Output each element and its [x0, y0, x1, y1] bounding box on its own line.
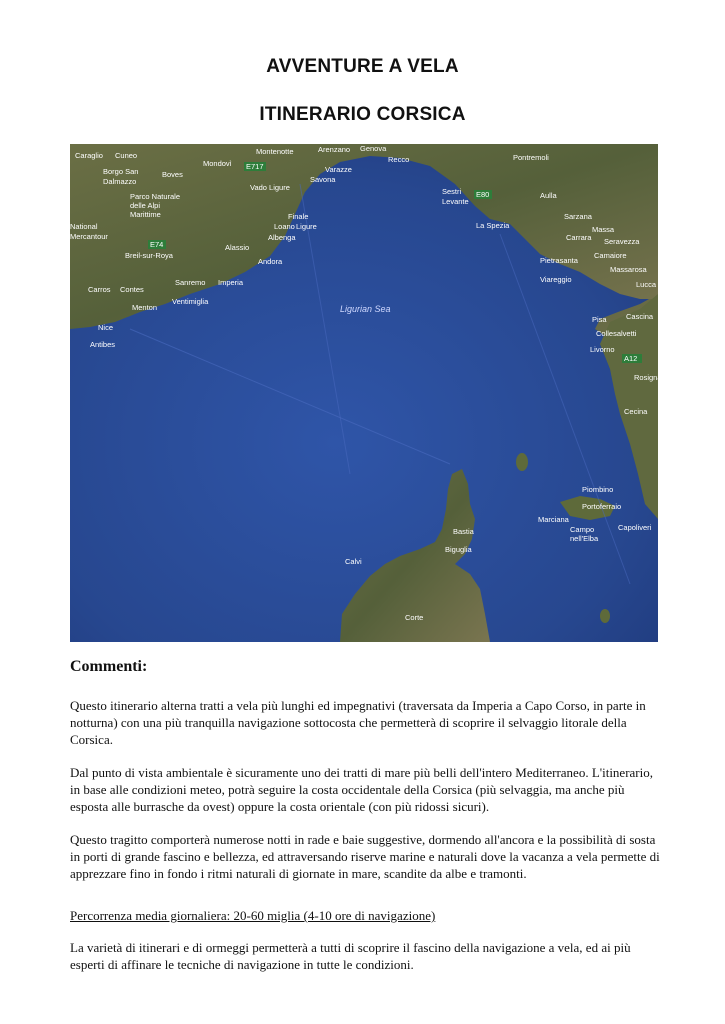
svg-text:Piombino: Piombino: [582, 485, 614, 494]
svg-text:Seravezza: Seravezza: [604, 237, 640, 246]
svg-text:Imperia: Imperia: [218, 278, 244, 287]
svg-text:A12: A12: [624, 354, 638, 363]
svg-text:Ligure: Ligure: [296, 222, 317, 231]
svg-text:Finale: Finale: [288, 212, 309, 221]
svg-text:Boves: Boves: [162, 170, 183, 179]
svg-text:Corte: Corte: [405, 613, 424, 622]
svg-text:Bastia: Bastia: [453, 527, 474, 536]
paragraph-environment: Dal punto di vista ambientale è sicuramente uno dei tratti di mare più belli dell'intero Mediterraneo. L'itinerario, in base alle condizioni meteo, potrà seguire la costa occidentale della Corsica (più selvaggia, ma anche più esposta alle burrasche da ovest) oppure la costa orientale (con più ridossi sicuri).: [70, 765, 653, 814]
svg-text:nell'Elba: nell'Elba: [570, 534, 599, 543]
svg-text:Mondovì: Mondovì: [203, 159, 232, 168]
svg-text:Antibes: Antibes: [90, 340, 116, 349]
svg-text:Dalmazzo: Dalmazzo: [103, 177, 137, 186]
svg-text:Menton: Menton: [132, 303, 158, 312]
svg-text:Camaiore: Camaiore: [594, 251, 627, 260]
svg-text:Albenga: Albenga: [268, 233, 296, 242]
comments-heading: Commenti:: [70, 658, 148, 675]
svg-text:Carros: Carros: [88, 285, 111, 294]
svg-text:Viareggio: Viareggio: [540, 275, 572, 284]
svg-text:Contes: Contes: [120, 285, 144, 294]
svg-text:Alassio: Alassio: [225, 243, 250, 252]
svg-text:Borgo San: Borgo San: [103, 167, 139, 176]
svg-text:Collesalvetti: Collesalvetti: [596, 329, 637, 338]
svg-text:Arenzano: Arenzano: [318, 145, 351, 154]
svg-text:Breil-sur-Roya: Breil-sur-Roya: [125, 251, 173, 260]
svg-text:Recco: Recco: [388, 155, 410, 164]
svg-text:Pontremoli: Pontremoli: [513, 153, 549, 162]
svg-text:La Spezia: La Spezia: [476, 221, 510, 230]
svg-text:Carrara: Carrara: [566, 233, 592, 242]
svg-text:Massarosa: Massarosa: [610, 265, 647, 274]
svg-text:Levante: Levante: [442, 197, 469, 206]
paragraph-daily-distance: Percorrenza media giornaliera: 20-60 miglia (4-10 ore di navigazione): [70, 908, 436, 923]
svg-text:Andora: Andora: [258, 257, 283, 266]
svg-text:Aulla: Aulla: [540, 191, 557, 200]
svg-text:Marittime: Marittime: [130, 210, 161, 219]
svg-text:Campo: Campo: [570, 525, 595, 534]
svg-text:E717: E717: [246, 162, 264, 171]
svg-text:Biguglia: Biguglia: [445, 545, 472, 554]
svg-text:E74: E74: [150, 240, 164, 249]
svg-text:Genova: Genova: [360, 144, 387, 153]
svg-text:Sarzana: Sarzana: [564, 212, 592, 221]
svg-text:National: National: [70, 222, 98, 231]
svg-text:Massa: Massa: [592, 225, 615, 234]
svg-text:Sestri: Sestri: [442, 187, 462, 196]
svg-text:Montenotte: Montenotte: [256, 147, 294, 156]
svg-text:Marciana: Marciana: [538, 515, 569, 524]
paragraph-closing: La varietà di itinerari e di ormeggi permetterà a tutti di scoprire il fascino della navigazione a vela, ed ai più esperti di affinare le tecniche di navigazione in tutte le condizioni.: [70, 940, 631, 972]
svg-text:Ligurian Sea: Ligurian Sea: [340, 304, 391, 314]
svg-text:Vado Ligure: Vado Ligure: [250, 183, 290, 192]
svg-text:Capoliveri: Capoliveri: [618, 523, 652, 532]
svg-text:Cecina: Cecina: [624, 407, 648, 416]
svg-text:Lucca: Lucca: [636, 280, 657, 289]
svg-text:Nice: Nice: [98, 323, 114, 332]
svg-text:E80: E80: [476, 190, 490, 199]
svg-text:Cuneo: Cuneo: [115, 151, 138, 160]
document-title: AVVENTURE A VELA: [266, 56, 459, 77]
svg-text:Varazze: Varazze: [325, 165, 352, 174]
svg-text:Rosignano: Rosignano: [634, 373, 670, 382]
svg-text:Parco Naturale: Parco Naturale: [130, 192, 181, 201]
svg-text:Loano: Loano: [274, 222, 295, 231]
svg-text:Livorno: Livorno: [590, 345, 615, 354]
svg-text:Pisa: Pisa: [592, 315, 607, 324]
svg-text:delle Alpi: delle Alpi: [130, 201, 161, 210]
svg-text:Mercantour: Mercantour: [70, 232, 108, 241]
svg-text:Pietrasanta: Pietrasanta: [540, 256, 578, 265]
paragraph-intro: Questo itinerario alterna tratti a vela più lunghi ed impegnativi (traversata da Imperia a Capo Corso, in parte in notturna) con una più tranquilla navigazione sottocosta che permetterà di scoprire il selvaggio litorale della Corsica.: [70, 698, 646, 747]
document-subtitle: ITINERARIO CORSICA: [259, 104, 466, 125]
svg-text:Portoferraio: Portoferraio: [582, 502, 622, 511]
svg-text:Cascina: Cascina: [626, 312, 654, 321]
svg-text:Sanremo: Sanremo: [175, 278, 206, 287]
paragraph-route: Questo tragitto comporterà numerose notti in rade e baie suggestive, dormendo all'ancora e la possibilità di sosta in porti di grande fascino e bellezza, ed attraversando riserve marine e naturali dove la vacanza a vela permette di apprezzare fino in fondo i ritmi naturali di giornate in mare, scandite da albe e tramonti.: [70, 832, 660, 881]
svg-text:Calvi: Calvi: [345, 557, 362, 566]
svg-text:Caraglio: Caraglio: [75, 151, 103, 160]
svg-text:Savona: Savona: [310, 175, 336, 184]
satellite-map: [70, 144, 670, 642]
svg-text:Ventimiglia: Ventimiglia: [172, 297, 209, 306]
